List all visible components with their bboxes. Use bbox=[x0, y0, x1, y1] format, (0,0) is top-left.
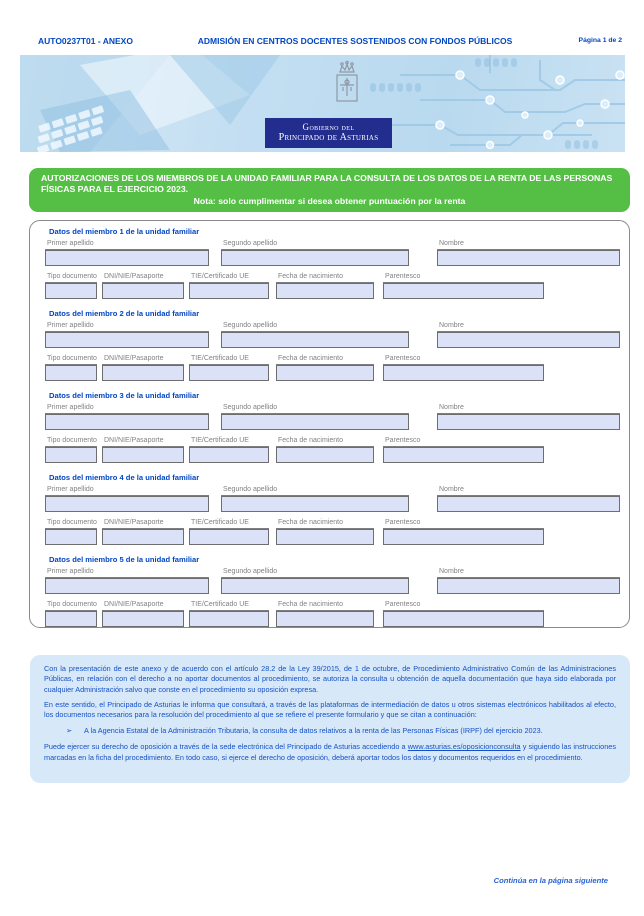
fecha-nacimiento-label: Fecha de nacimiento bbox=[276, 355, 374, 365]
parentesco-label: Parentesco bbox=[383, 437, 544, 447]
member-3-title: Datos del miembro 3 de la unidad familiar bbox=[49, 391, 200, 400]
nombre-label: Nombre bbox=[437, 404, 620, 414]
fecha-nacimiento-label: Fecha de nacimiento bbox=[276, 601, 374, 611]
member-5-fecha-nacimiento-input[interactable] bbox=[276, 611, 374, 627]
nombre-label: Nombre bbox=[437, 322, 620, 332]
gov-line2: Principado de Asturias bbox=[278, 132, 379, 144]
nombre-label: Nombre bbox=[437, 240, 620, 250]
tipo-documento-label: Tipo documento bbox=[45, 519, 97, 529]
dni-nie-pasaporte-label: DNI/NIE/Pasaporte bbox=[102, 437, 184, 447]
member-1-tie-input[interactable] bbox=[189, 283, 269, 299]
primer-apellido-label: Primer apellido bbox=[45, 404, 209, 414]
dni-nie-pasaporte-label: DNI/NIE/Pasaporte bbox=[102, 519, 184, 529]
member-2-dni-input[interactable] bbox=[102, 365, 184, 381]
legal-paragraph-2: En este sentido, el Principado de Asturias le informa que consultará, a través de las plataformas de intermediación de datos u otros sistemas electrónicos habilitados al efecto, los documentos necesarios para la resolución del procedimiento al que se refiere el presente formulario y que se citan a continuación: bbox=[44, 700, 616, 720]
fecha-nacimiento-label: Fecha de nacimiento bbox=[276, 519, 374, 529]
fecha-nacimiento-label: Fecha de nacimiento bbox=[276, 273, 374, 283]
member-5-tie-input[interactable] bbox=[189, 611, 269, 627]
oposicion-consulta-link[interactable]: www.asturias.es/oposicionconsulta bbox=[407, 742, 521, 752]
member-4-title: Datos del miembro 4 de la unidad familiar bbox=[49, 473, 200, 482]
arrow-bullet-icon: ➢ bbox=[66, 725, 73, 735]
page-header bbox=[0, 36, 644, 50]
legal-paragraph-1: Con la presentación de este anexo y de acuerdo con el artículo 28.2 de la Ley 39/2015, de 1 de octubre, de Procedimiento Administrativo Común de las Administraciones Públicas, en relación con el derecho a no aportar documentos al procedimiento, se autoriza la consulta u obtención de aquella documentación que haya sido elaborada por cualquier Administración salvo que conste en el procedimiento su oposición expresa. bbox=[44, 664, 616, 694]
segundo-apellido-label: Segundo apellido bbox=[221, 568, 409, 578]
parentesco-label: Parentesco bbox=[383, 355, 544, 365]
gov-line1: Gobierno del bbox=[302, 122, 355, 133]
page-indicator: Página 1 de 2 bbox=[578, 37, 622, 44]
member-1-tipo-documento-input[interactable] bbox=[45, 283, 97, 299]
member-4-nombre-input[interactable] bbox=[437, 496, 620, 512]
member-3-tie-input[interactable] bbox=[189, 447, 269, 463]
member-5-title: Datos del miembro 5 de la unidad familiar bbox=[49, 555, 200, 564]
primer-apellido-label: Primer apellido bbox=[45, 240, 209, 250]
member-5-tipo-documento-input[interactable] bbox=[45, 611, 97, 627]
member-2-title: Datos del miembro 2 de la unidad familiar bbox=[49, 309, 200, 318]
member-3-primer-apellido-input[interactable] bbox=[45, 414, 209, 430]
page-title: ADMISIÓN EN CENTROS DOCENTES SOSTENIDOS CON FONDOS PÚBLICOS bbox=[197, 36, 513, 46]
segundo-apellido-label: Segundo apellido bbox=[221, 404, 409, 414]
member-2-tie-input[interactable] bbox=[189, 365, 269, 381]
authorizations-note: Nota: solo cumplimentar si desea obtener puntuación por la renta bbox=[193, 195, 466, 206]
member-4-segundo-apellido-input[interactable] bbox=[221, 496, 409, 512]
member-1-nombre-input[interactable] bbox=[437, 250, 620, 266]
tipo-documento-label: Tipo documento bbox=[45, 355, 97, 365]
fecha-nacimiento-label: Fecha de nacimiento bbox=[276, 437, 374, 447]
member-4-section bbox=[30, 473, 631, 555]
member-5-nombre-input[interactable] bbox=[437, 578, 620, 594]
authorizations-header bbox=[29, 168, 630, 212]
member-2-nombre-input[interactable] bbox=[437, 332, 620, 348]
member-4-primer-apellido-input[interactable] bbox=[45, 496, 209, 512]
tie-certificado-label: TIE/Certificado UE bbox=[189, 601, 269, 611]
member-3-nombre-input[interactable] bbox=[437, 414, 620, 430]
government-logo-plate bbox=[265, 118, 392, 148]
family-members-formbox bbox=[29, 220, 630, 628]
member-2-primer-apellido-input[interactable] bbox=[45, 332, 209, 348]
tie-certificado-label: TIE/Certificado UE bbox=[189, 437, 269, 447]
member-2-segundo-apellido-input[interactable] bbox=[221, 332, 409, 348]
member-3-fecha-nacimiento-input[interactable] bbox=[276, 447, 374, 463]
member-1-dni-input[interactable] bbox=[102, 283, 184, 299]
dni-nie-pasaporte-label: DNI/NIE/Pasaporte bbox=[102, 601, 184, 611]
tipo-documento-label: Tipo documento bbox=[45, 601, 97, 611]
member-4-fecha-nacimiento-input[interactable] bbox=[276, 529, 374, 545]
form-code: AUTO0237T01 - ANEXO bbox=[38, 36, 133, 46]
nombre-label: Nombre bbox=[437, 486, 620, 496]
member-5-segundo-apellido-input[interactable] bbox=[221, 578, 409, 594]
tipo-documento-label: Tipo documento bbox=[45, 273, 97, 283]
member-5-parentesco-input[interactable] bbox=[383, 611, 544, 627]
authorizations-title: AUTORIZACIONES DE LOS MIEMBROS DE LA UNIDAD FAMILIAR PARA LA CONSULTA DE LOS DATOS DE LA RENTA DE LAS PERSONAS FÍSICAS PARA EL EJERCICIO 2023. bbox=[41, 173, 613, 195]
dni-nie-pasaporte-label: DNI/NIE/Pasaporte bbox=[102, 355, 184, 365]
member-2-section bbox=[30, 309, 631, 391]
government-banner bbox=[20, 55, 625, 152]
parentesco-label: Parentesco bbox=[383, 519, 544, 529]
member-1-primer-apellido-input[interactable] bbox=[45, 250, 209, 266]
member-3-section bbox=[30, 391, 631, 473]
member-3-tipo-documento-input[interactable] bbox=[45, 447, 97, 463]
legal-info-box bbox=[30, 655, 630, 783]
member-1-segundo-apellido-input[interactable] bbox=[221, 250, 409, 266]
tipo-documento-label: Tipo documento bbox=[45, 437, 97, 447]
legal-bullet-item bbox=[44, 726, 616, 737]
member-5-primer-apellido-input[interactable] bbox=[45, 578, 209, 594]
segundo-apellido-label: Segundo apellido bbox=[221, 322, 409, 332]
dni-nie-pasaporte-label: DNI/NIE/Pasaporte bbox=[102, 273, 184, 283]
parentesco-label: Parentesco bbox=[383, 601, 544, 611]
primer-apellido-label: Primer apellido bbox=[45, 486, 209, 496]
member-5-dni-input[interactable] bbox=[102, 611, 184, 627]
member-4-tipo-documento-input[interactable] bbox=[45, 529, 97, 545]
tie-certificado-label: TIE/Certificado UE bbox=[189, 273, 269, 283]
member-1-title: Datos del miembro 1 de la unidad familiar bbox=[49, 227, 200, 236]
member-3-dni-input[interactable] bbox=[102, 447, 184, 463]
legal-p3-after: y siguiendo las instrucciones marcadas en la ficha del procedimiento. En todo caso, si ejerce el derecho de oposición, deberá aportar todos los datos y documentos requeridos en el procedimiento. bbox=[44, 742, 616, 762]
parentesco-label: Parentesco bbox=[383, 273, 544, 283]
member-2-fecha-nacimiento-input[interactable] bbox=[276, 365, 374, 381]
tie-certificado-label: TIE/Certificado UE bbox=[189, 519, 269, 529]
segundo-apellido-label: Segundo apellido bbox=[221, 240, 409, 250]
member-1-fecha-nacimiento-input[interactable] bbox=[276, 283, 374, 299]
member-4-parentesco-input[interactable] bbox=[383, 529, 544, 545]
legal-bullet-text: A la Agencia Estatal de la Administración Tributaria, la consulta de datos relativos a la renta de las Personas Físicas (IRPF) del ejercicio 2023. bbox=[84, 725, 543, 735]
member-4-dni-input[interactable] bbox=[102, 529, 184, 545]
primer-apellido-label: Primer apellido bbox=[45, 322, 209, 332]
member-5-section bbox=[30, 555, 631, 637]
continues-next-page-note: Continúa en la página siguiente bbox=[493, 876, 608, 885]
member-4-tie-input[interactable] bbox=[189, 529, 269, 545]
nombre-label: Nombre bbox=[437, 568, 620, 578]
segundo-apellido-label: Segundo apellido bbox=[221, 486, 409, 496]
member-3-parentesco-input[interactable] bbox=[383, 447, 544, 463]
tie-certificado-label: TIE/Certificado UE bbox=[189, 355, 269, 365]
legal-paragraph-3 bbox=[44, 742, 616, 763]
primer-apellido-label: Primer apellido bbox=[45, 568, 209, 578]
asturias-victory-cross-icon bbox=[324, 60, 370, 116]
member-1-parentesco-input[interactable] bbox=[383, 283, 544, 299]
member-1-section bbox=[30, 227, 631, 309]
legal-p3-before: Puede ejercer su derecho de oposición a través de la sede electrónica del Principado de Asturias accediendo a bbox=[44, 742, 408, 752]
member-3-segundo-apellido-input[interactable] bbox=[221, 414, 409, 430]
member-2-parentesco-input[interactable] bbox=[383, 365, 544, 381]
member-2-tipo-documento-input[interactable] bbox=[45, 365, 97, 381]
